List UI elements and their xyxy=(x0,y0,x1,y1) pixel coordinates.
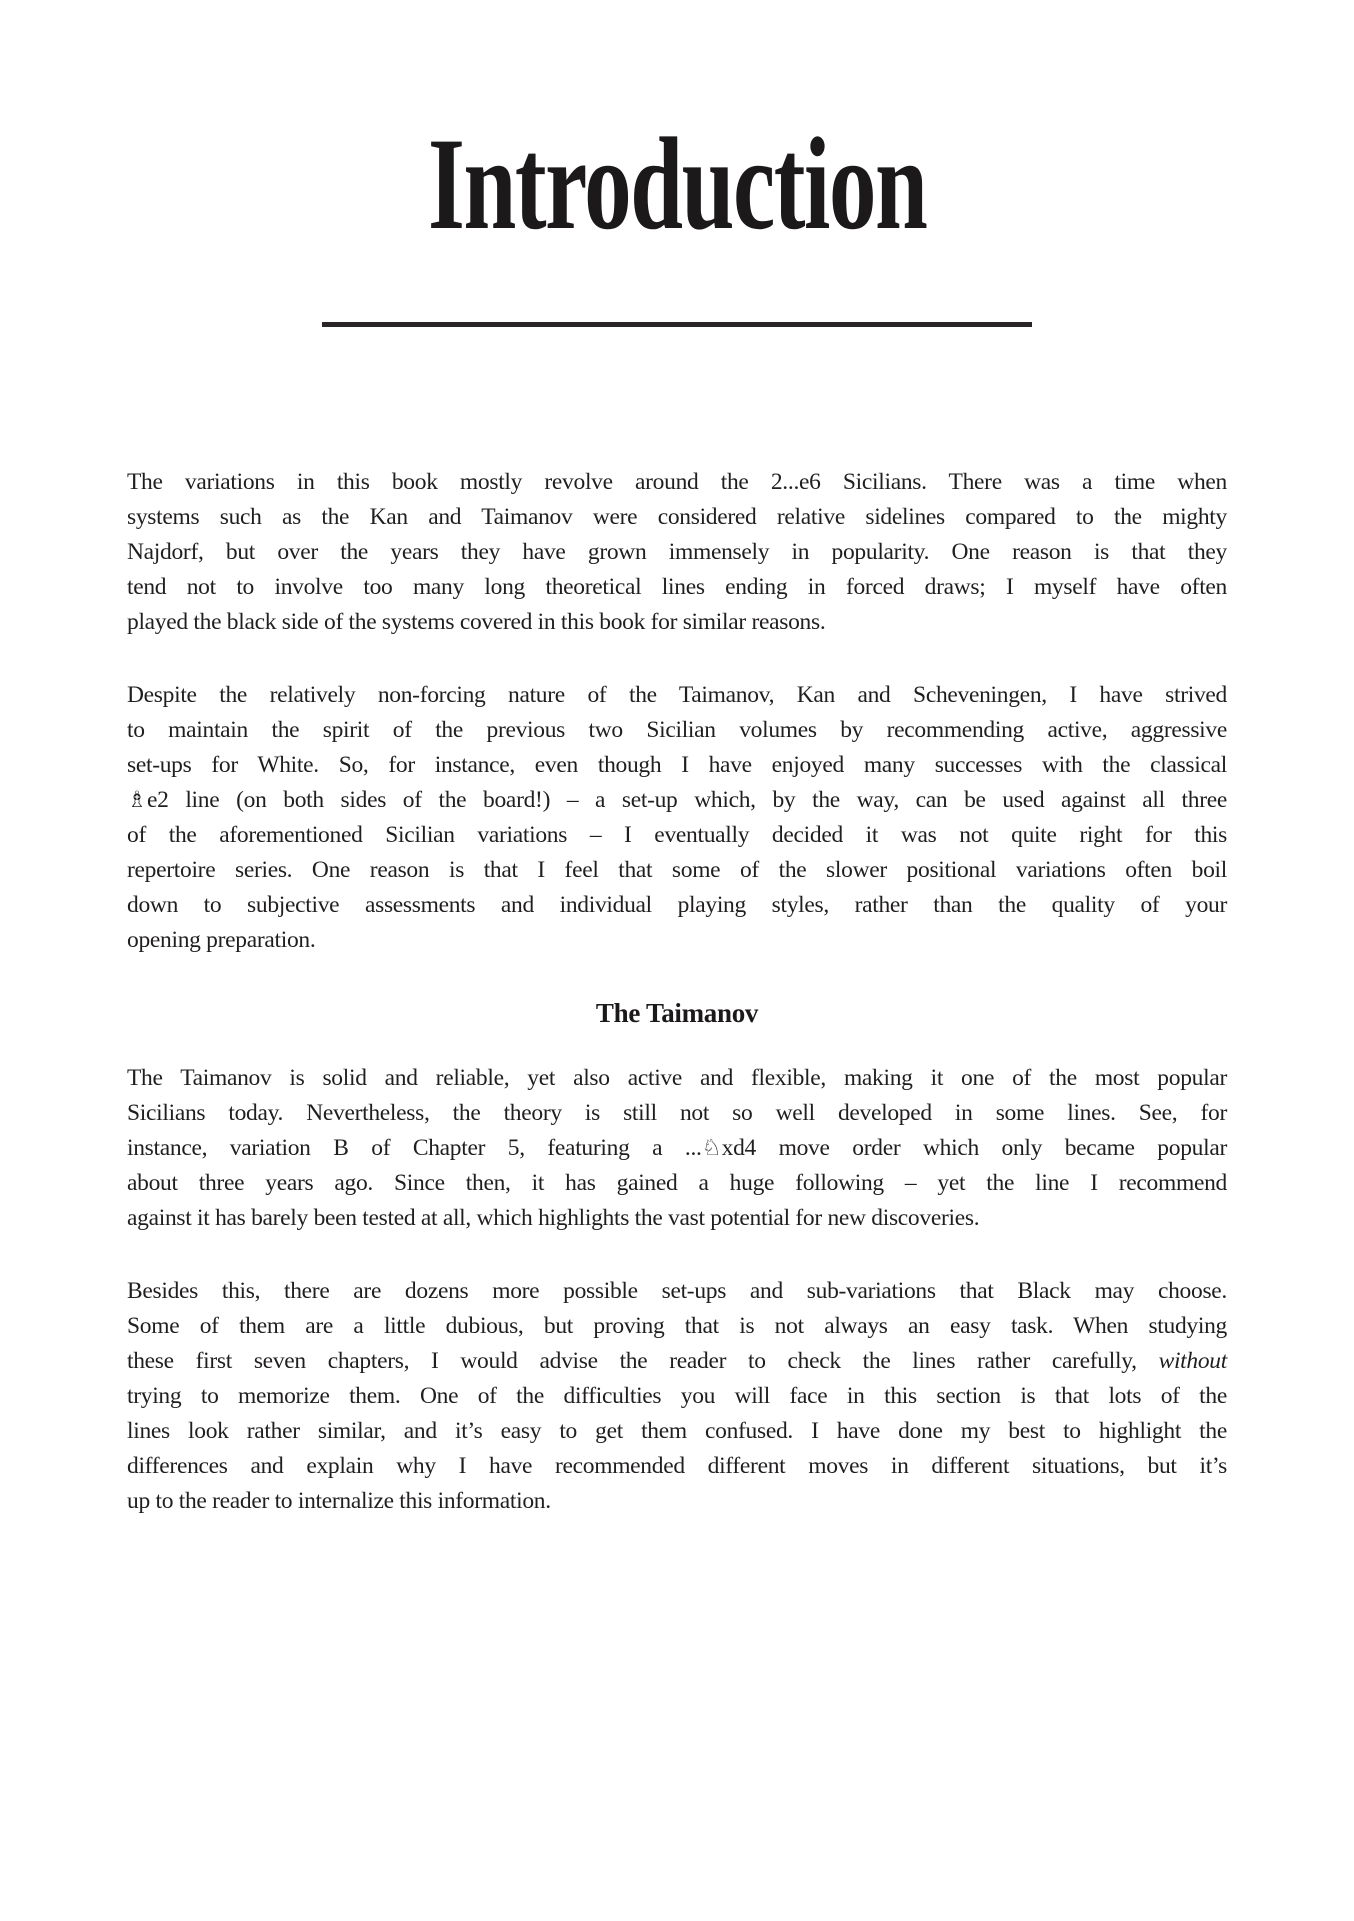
text-line xyxy=(127,1344,1227,1379)
paragraph xyxy=(127,678,1227,958)
text-line xyxy=(127,465,1227,500)
paragraph xyxy=(127,465,1227,640)
text-line xyxy=(127,783,1227,818)
text-run: instance, variation B of Chapter 5, featuring a ... xyxy=(127,1135,702,1161)
text-run: Besides this, there are dozens more possible set-ups and sub-variations that Black may choose. xyxy=(127,1278,1227,1304)
text-line xyxy=(127,1096,1227,1131)
text-line xyxy=(127,535,1227,570)
text-run: Najdorf, but over the years they have grown immensely in popularity. One reason is that they xyxy=(127,539,1227,565)
text-line xyxy=(127,888,1227,923)
text-run: set-ups for White. So, for instance, even though I have enjoyed many successes with the classical xyxy=(127,752,1227,778)
content-blocks xyxy=(127,465,1227,1519)
text-run: opening preparation. xyxy=(127,927,316,953)
paragraph xyxy=(127,1274,1227,1519)
text-run: Sicilians today. Nevertheless, the theory is still not so well developed in some lines. See, for xyxy=(127,1100,1227,1126)
text-line xyxy=(127,1414,1227,1449)
text-run: differences and explain why I have recommended different moves in different situations, but it’s xyxy=(127,1453,1227,1479)
text-line xyxy=(127,678,1227,713)
text-run: about three years ago. Since then, it has gained a huge following – yet the line I recommend xyxy=(127,1170,1227,1196)
text-run: lines look rather similar, and it’s easy to get them confused. I have done my best to highlight the xyxy=(127,1418,1227,1444)
text-line xyxy=(127,1449,1227,1484)
text-line xyxy=(127,1379,1227,1414)
text-run: to maintain the spirit of the previous two Sicilian volumes by recommending active, aggressive xyxy=(127,717,1227,743)
text-run: Despite the relatively non-forcing nature of the Taimanov, Kan and Scheveningen, I have strived xyxy=(127,682,1227,708)
text-run: tend not to involve too many long theoretical lines ending in forced draws; I myself have often xyxy=(127,574,1227,600)
paragraph xyxy=(127,1061,1227,1236)
bishop-figurine: ♗ xyxy=(127,787,148,813)
text-run: trying to memorize them. One of the difficulties you will face in this section is that lots of the xyxy=(127,1383,1227,1409)
text-run: xd4 move order which only became popular xyxy=(721,1135,1227,1161)
text-run: The variations in this book mostly revolve around the 2...e6 Sicilians. There was a time when xyxy=(127,469,1227,495)
text-line xyxy=(127,570,1227,605)
text-run: against it has barely been tested at all, which highlights the vast potential for new discoveries. xyxy=(127,1205,980,1231)
text-line xyxy=(127,500,1227,535)
text-line xyxy=(127,605,1227,640)
text-run: down to subjective assessments and individual playing styles, rather than the quality of your xyxy=(127,892,1227,918)
emphasized-text: without xyxy=(1158,1348,1227,1374)
text-line xyxy=(127,1131,1227,1166)
text-line xyxy=(127,1309,1227,1344)
page-title: Introduction xyxy=(427,110,927,257)
text-line xyxy=(127,713,1227,748)
text-line xyxy=(127,748,1227,783)
text-run: Some of them are a little dubious, but proving that is not always an easy task. When studying xyxy=(127,1313,1227,1339)
knight-figurine: ♘ xyxy=(701,1135,722,1161)
text-line xyxy=(127,1274,1227,1309)
section-heading: The Taimanov xyxy=(595,998,759,1028)
text-run: systems such as the Kan and Taimanov were considered relative sidelines compared to the mighty xyxy=(127,504,1227,530)
text-line xyxy=(127,1201,1227,1236)
text-line xyxy=(127,818,1227,853)
text-line xyxy=(127,853,1227,888)
text-line xyxy=(127,923,1227,958)
title-block xyxy=(0,110,1354,257)
text-run: played the black side of the systems covered in this book for similar reasons. xyxy=(127,609,826,635)
text-run: these first seven chapters, I would advise the reader to check the lines rather carefully, xyxy=(127,1348,1159,1374)
text-line xyxy=(127,1484,1227,1519)
text-run: The Taimanov is solid and reliable, yet also active and flexible, making it one of the most popular xyxy=(127,1065,1227,1091)
text-run: up to the reader to internalize this information. xyxy=(127,1488,551,1514)
text-line xyxy=(127,1061,1227,1096)
text-line xyxy=(127,1166,1227,1201)
text-run: repertoire series. One reason is that I feel that some of the slower positional variations often boil xyxy=(127,857,1227,883)
title-rule xyxy=(322,322,1032,327)
text-run: of the aforementioned Sicilian variations – I eventually decided it was not quite right for this xyxy=(127,822,1227,848)
text-run: e2 line (on both sides of the board!) – a set-up which, by the way, can be used against all three xyxy=(147,787,1227,813)
